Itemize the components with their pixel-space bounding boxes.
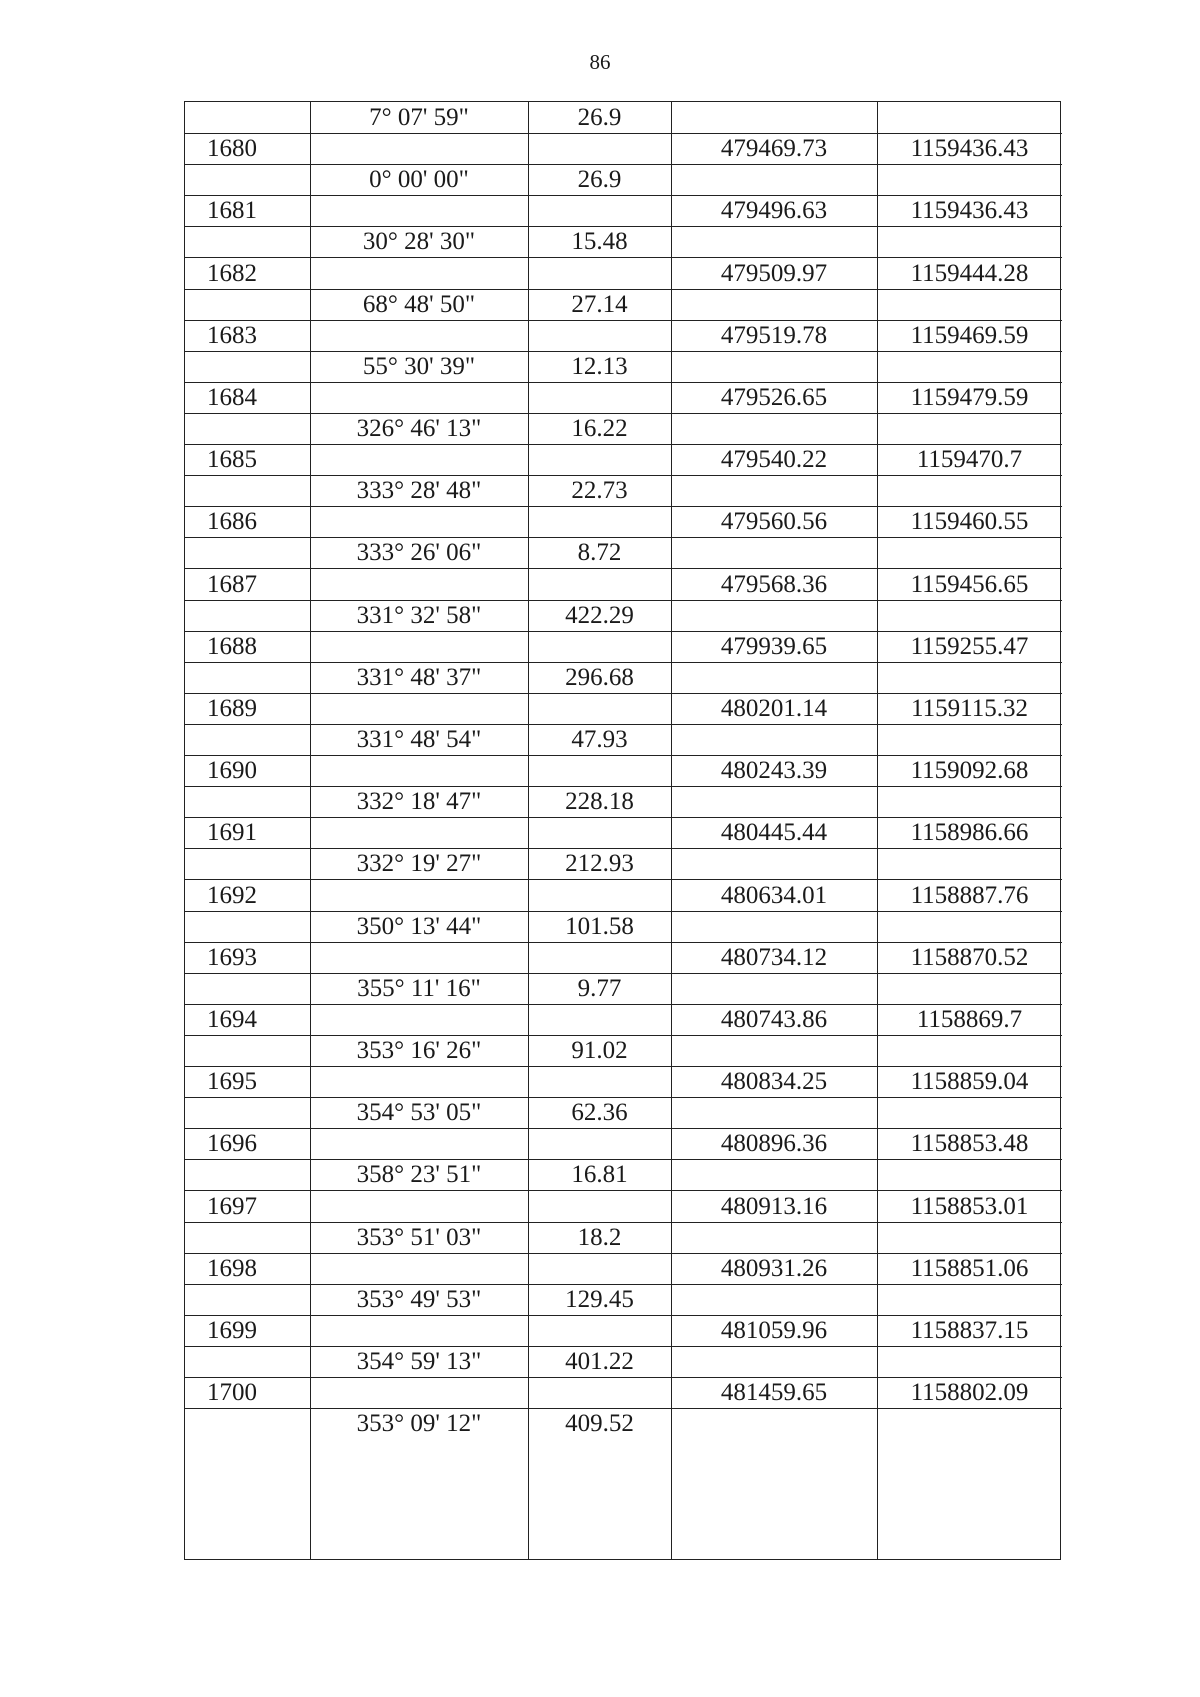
northing-cell: 1158887.76 [910,881,1029,909]
easting-cell: 479540.22 [720,446,828,474]
bearing-cell: 326° 46' 13" [356,415,482,442]
distance-cell: 16.81 [571,1161,628,1189]
easting-cell [671,725,877,755]
easting-cell: 479496.63 [720,197,828,225]
distance-cell [528,1067,671,1097]
point-id-cell: 1686 [207,508,257,536]
northing-cell [877,849,1062,879]
bearing-cell: 353° 49' 53" [356,1285,482,1313]
bearing-cell: 350° 13' 44" [356,912,482,940]
northing-cell: 1159092.68 [910,757,1029,785]
northing-cell: 1158859.04 [910,1068,1029,1096]
distance-cell [528,196,671,226]
bearing-cell: 353° 09' 12" [356,1410,482,1438]
northing-cell: 1159115.32 [911,694,1028,722]
point-id-cell [185,787,310,817]
point-id-cell [185,974,310,1004]
distance-cell [528,632,671,662]
easting-cell: 480634.01 [720,881,828,909]
bearing-cell [310,445,528,475]
point-id-cell: 1685 [207,446,257,474]
point-id-cell [185,1160,310,1190]
point-id-cell: 1691 [207,819,257,847]
distance-cell: 47.93 [571,726,628,753]
northing-cell [877,1223,1062,1253]
northing-cell: 1159436.43 [910,197,1029,225]
point-id-cell [185,912,310,942]
distance-cell: 12.13 [571,352,628,380]
bearing-cell [310,694,528,724]
point-id-cell [185,227,310,257]
distance-cell [528,1316,671,1346]
bearing-cell [310,507,528,537]
northing-cell [877,1160,1062,1190]
easting-cell [671,1160,877,1190]
bearing-cell: 355° 11' 16" [357,974,481,1002]
bearing-cell: 7° 07' 59" [369,104,469,131]
distance-cell: 18.2 [577,1223,622,1251]
northing-cell: 1158853.48 [910,1130,1029,1158]
northing-cell: 1159444.28 [910,259,1029,287]
northing-cell: 1159479.59 [910,383,1029,411]
distance-cell: 26.9 [577,104,622,131]
point-id-cell [185,849,310,879]
easting-cell [671,227,877,257]
distance-cell [528,756,671,786]
northing-cell [877,1036,1062,1066]
point-id-cell: 1694 [207,1005,257,1033]
point-id-cell [185,601,310,631]
northing-cell [877,912,1062,942]
bearing-cell [310,943,528,973]
easting-cell: 479469.73 [720,135,828,163]
point-id-cell: 1690 [207,757,257,785]
distance-cell [528,1192,671,1222]
easting-cell [671,849,877,879]
bearing-cell: 353° 16' 26" [356,1037,482,1064]
distance-cell [528,507,671,537]
easting-cell [671,103,877,133]
northing-cell [877,725,1062,755]
northing-cell: 1158853.01 [910,1192,1029,1220]
point-id-cell [185,414,310,444]
distance-cell [528,321,671,351]
easting-cell: 479526.65 [720,383,828,411]
northing-cell [877,601,1062,631]
easting-cell [671,912,877,942]
easting-cell [671,165,877,195]
distance-cell: 91.02 [571,1037,628,1064]
distance-cell [528,694,671,724]
bearing-cell [310,1067,528,1097]
easting-cell: 480243.39 [720,757,828,785]
easting-cell: 480734.12 [720,943,828,971]
bearing-cell: 353° 51' 03" [356,1223,482,1251]
northing-cell: 1159460.55 [910,508,1029,536]
easting-cell [671,974,877,1004]
bearing-cell: 354° 59' 13" [356,1348,482,1375]
bearing-cell [310,1378,528,1408]
distance-cell [528,570,671,600]
point-id-cell: 1687 [207,570,257,598]
northing-cell [877,663,1062,693]
northing-cell: 1159456.65 [910,570,1029,598]
easting-cell: 481059.96 [720,1316,828,1344]
bearing-cell [310,1316,528,1346]
easting-cell [671,414,877,444]
bearing-cell [310,881,528,911]
point-id-cell [185,165,310,195]
page-number: 86 [589,50,611,74]
easting-cell [671,1098,877,1128]
point-id-cell [185,1409,310,1439]
northing-cell [877,290,1062,320]
northing-cell [877,352,1062,382]
easting-cell [671,663,877,693]
easting-cell [671,290,877,320]
survey-coordinate-table [184,101,1061,1560]
easting-cell [671,1036,877,1066]
point-id-cell [185,352,310,382]
point-id-cell [185,663,310,693]
distance-cell: 27.14 [571,290,628,318]
bearing-cell: 331° 48' 54" [356,726,482,753]
distance-cell [528,881,671,911]
northing-cell [877,787,1062,817]
bearing-cell [310,1254,528,1284]
northing-cell [877,1409,1062,1439]
bearing-cell: 68° 48' 50" [362,290,476,318]
point-id-cell: 1680 [207,135,257,163]
northing-cell: 1158837.15 [910,1316,1029,1344]
point-id-cell: 1681 [207,197,257,225]
easting-cell: 480743.86 [720,1005,828,1033]
easting-cell: 481459.65 [720,1379,828,1407]
bearing-cell: 354° 53' 05" [356,1099,482,1127]
point-id-cell: 1698 [207,1254,257,1282]
distance-cell: 22.73 [571,477,628,505]
point-id-cell [185,538,310,568]
bearing-cell [310,570,528,600]
point-id-cell [185,290,310,320]
bearing-cell: 332° 18' 47" [356,788,482,816]
easting-cell [671,1223,877,1253]
bearing-cell [310,259,528,289]
distance-cell [528,1254,671,1284]
northing-cell [877,1347,1062,1377]
point-id-cell: 1683 [207,321,257,349]
point-id-cell: 1697 [207,1192,257,1220]
distance-cell [528,259,671,289]
easting-cell: 479939.65 [720,632,828,660]
table-body [185,102,1060,1559]
point-id-cell: 1682 [207,259,257,287]
bearing-cell: 331° 32' 58" [356,601,482,629]
northing-cell [877,476,1062,506]
easting-cell: 480201.14 [720,694,828,722]
bearing-cell [310,818,528,848]
easting-cell: 479519.78 [720,321,828,349]
northing-cell: 1158802.09 [910,1379,1029,1407]
point-id-cell: 1695 [207,1068,257,1096]
distance-cell: 212.93 [565,850,634,878]
bearing-cell [310,1005,528,1035]
easting-cell [671,601,877,631]
distance-cell: 15.48 [571,228,628,256]
distance-cell: 16.22 [571,415,628,442]
northing-cell: 1158851.06 [910,1254,1029,1282]
bearing-cell [310,1129,528,1159]
northing-cell [877,1098,1062,1128]
northing-cell: 1159470.7 [916,446,1023,474]
northing-cell: 1159469.59 [910,321,1029,349]
bearing-cell [310,756,528,786]
bearing-cell: 0° 00' 00" [369,166,469,194]
distance-cell: 62.36 [571,1099,628,1127]
distance-cell [528,1005,671,1035]
distance-cell: 9.77 [577,974,622,1002]
easting-cell [671,1285,877,1315]
point-id-cell: 1688 [207,632,257,660]
point-id-cell [185,476,310,506]
distance-cell [528,134,671,164]
distance-cell [528,943,671,973]
point-id-cell [185,1347,310,1377]
northing-cell [877,414,1062,444]
bearing-cell: 358° 23' 51" [356,1161,482,1189]
bearing-cell: 55° 30' 39" [362,352,476,380]
distance-cell [528,1129,671,1159]
easting-cell: 479509.97 [720,259,828,287]
easting-cell: 480834.25 [720,1068,828,1096]
distance-cell: 422.29 [565,601,634,629]
point-id-cell: 1684 [207,383,257,411]
bearing-cell [310,321,528,351]
northing-cell: 1158986.66 [910,819,1029,847]
distance-cell [528,445,671,475]
easting-cell: 480931.26 [720,1254,828,1282]
northing-cell [877,974,1062,1004]
bearing-cell: 30° 28' 30" [362,228,476,256]
point-id-cell [185,725,310,755]
distance-cell [528,383,671,413]
bearing-cell [310,1192,528,1222]
northing-cell [877,1285,1062,1315]
distance-cell: 296.68 [565,663,634,691]
point-id-cell: 1689 [207,694,257,722]
distance-cell: 26.9 [577,166,622,194]
northing-cell: 1159436.43 [910,135,1029,163]
point-id-cell: 1699 [207,1316,257,1344]
distance-cell: 101.58 [565,912,634,940]
easting-cell: 479568.36 [720,570,828,598]
bearing-cell [310,383,528,413]
point-id-cell: 1700 [207,1379,257,1407]
point-id-cell [185,103,310,133]
northing-cell [877,103,1062,133]
northing-cell [877,165,1062,195]
bearing-cell: 333° 28' 48" [356,477,482,505]
easting-cell [671,1347,877,1377]
bearing-cell [310,632,528,662]
easting-cell [671,352,877,382]
bearing-cell [310,134,528,164]
distance-cell: 8.72 [577,539,622,567]
easting-cell: 479560.56 [720,508,828,536]
distance-cell [528,1378,671,1408]
bearing-cell: 333° 26' 06" [356,539,482,567]
point-id-cell: 1693 [207,943,257,971]
northing-cell: 1158870.52 [910,943,1029,971]
point-id-cell [185,1223,310,1253]
point-id-cell [185,1036,310,1066]
easting-cell: 480896.36 [720,1130,828,1158]
easting-cell [671,538,877,568]
point-id-cell [185,1285,310,1315]
northing-cell: 1159255.47 [910,632,1029,660]
northing-cell: 1158869.7 [916,1005,1023,1033]
point-id-cell: 1692 [207,881,257,909]
bearing-cell: 332° 19' 27" [356,850,482,878]
point-id-cell: 1696 [207,1130,257,1158]
bearing-cell: 331° 48' 37" [356,663,482,691]
northing-cell [877,538,1062,568]
distance-cell: 401.22 [565,1348,634,1375]
point-id-cell [185,1098,310,1128]
easting-cell [671,1409,877,1439]
distance-cell [528,818,671,848]
bearing-cell [310,196,528,226]
easting-cell [671,787,877,817]
distance-cell: 228.18 [565,788,634,816]
easting-cell [671,476,877,506]
easting-cell: 480913.16 [720,1192,828,1220]
northing-cell [877,227,1062,257]
distance-cell: 129.45 [565,1285,634,1313]
easting-cell: 480445.44 [720,819,828,847]
distance-cell: 409.52 [565,1410,634,1438]
